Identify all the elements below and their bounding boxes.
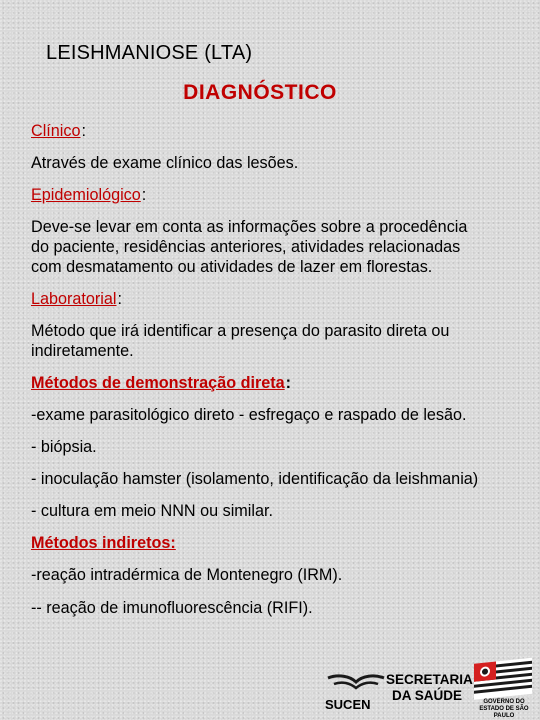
section-heading-laboratorial: Laboratorial: — [31, 290, 122, 308]
sucen-logo-icon — [320, 672, 392, 720]
gov-caption: GOVERNO DO ESTADO DE SÃO PAULO — [479, 699, 529, 719]
page-subtitle: DIAGNÓSTICO — [183, 81, 337, 104]
list-item: - cultura em meio NNN ou similar. — [31, 502, 273, 520]
section-text: Através de exame clínico das lesões. — [31, 154, 299, 172]
content — [31, 121, 481, 630]
sao-paulo-flag-icon — [472, 652, 536, 702]
section-text: Método que irá identificar a presença do parasito direta ou indiretamente. — [31, 322, 450, 360]
section-text: Deve-se levar em conta as informações sobre a procedência do paciente, residências anteriores, atividades relacionadas com desmatamento ou atividades de lazer em florestas. — [31, 218, 468, 276]
section-heading-epidemiologico: Epidemiológico: — [31, 186, 147, 204]
list-item: - inoculação hamster (isolamento, identificação da leishmania) — [31, 470, 479, 488]
section-heading-clinico: Clínico: — [31, 122, 86, 140]
list-item: -reação intradérmica de Montenegro (IRM). — [31, 566, 343, 584]
list-item: -- reação de imunofluorescência (RIFI). — [31, 599, 313, 617]
footer-logos — [320, 652, 540, 720]
list-item: - biópsia. — [31, 438, 97, 456]
section-heading-metodos-diretos: Métodos de demonstração direta: — [31, 374, 292, 392]
list-item: -exame parasitológico direto - esfregaço e raspado de lesão. — [31, 406, 467, 424]
section-heading-metodos-indiretos: Métodos indiretos: — [31, 534, 176, 552]
sucen-logo-text: SUCEN — [325, 697, 371, 712]
secretaria-text: SECRETARIA DA SAÚDE — [386, 672, 473, 703]
page-title: LEISHMANIOSE (LTA) — [46, 42, 253, 64]
